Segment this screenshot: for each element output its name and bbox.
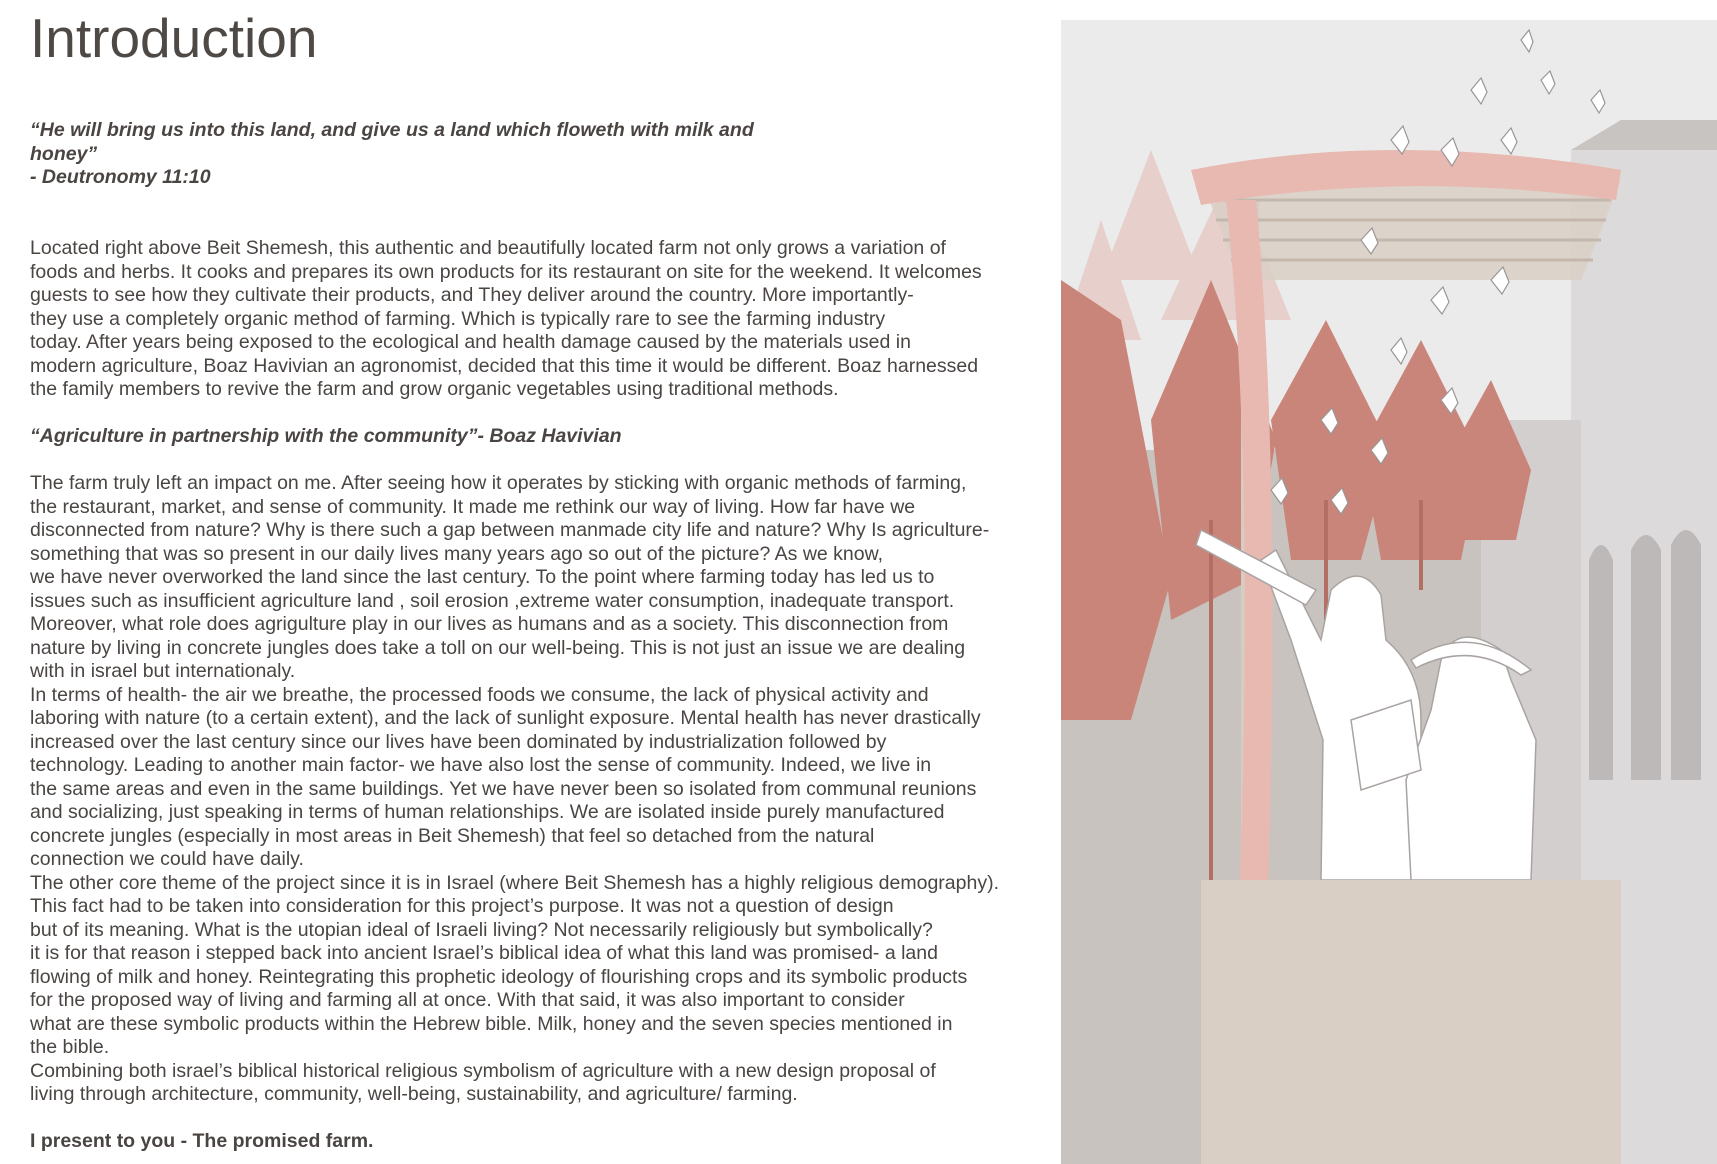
body-text — [30, 237, 1040, 1154]
text-line: Located right above Beit Shemesh, this authentic and beautifully located farm not only grows a variation of — [30, 237, 946, 259]
text-line: connection we could have daily. — [30, 848, 304, 870]
text-line: laboring with nature (to a certain extent), and the lack of sunlight exposure. Mental health has never drastically — [30, 707, 981, 729]
text-line: foods and herbs. It cooks and prepares its own products for its restaurant on site for the weekend. It welcomes — [30, 260, 982, 283]
text-line: This fact had to be taken into consideration for this project’s purpose. It was not a question of design — [30, 895, 894, 917]
text-line: modern agriculture, Boaz Havivian an agronomist, decided that this time it would be different. Boaz harnessed — [30, 354, 979, 377]
text-line: something that was so present in our daily lives many years ago so out of the picture? As we know, — [30, 542, 884, 565]
text-line: nature by living in concrete jungles does take a toll on our well-being. This is not just an issue we are dealing — [30, 636, 966, 659]
epigraph-line: honey” — [30, 142, 98, 165]
balcony — [1201, 880, 1621, 1164]
text-line: The farm truly left an impact on me. After seeing how it operates by sticking with organic methods of farming, — [30, 472, 967, 494]
text-line: technology. Leading to another main factor- we have also lost the sense of community. Indeed, we live in — [30, 754, 932, 776]
text-line: today. After years being exposed to the ecological and health damage caused by the materials used in — [30, 331, 911, 353]
text-line: with in israel but internationaly. — [30, 660, 296, 682]
text-line: it is for that reason i stepped back into ancient Israel’s biblical idea of what this land was promised- a land — [30, 942, 938, 964]
text-line: for the proposed way of living and farming all at once. With that said, it was also important to consider — [30, 989, 905, 1011]
text-line: In terms of health- the air we breathe, the processed foods we consume, the lack of physical activity and — [30, 683, 929, 706]
text-line: the restaurant, market, and sense of community. It made me rethink our way of living. How far have we — [30, 495, 916, 518]
text-line: Combining both israel’s biblical historical religious symbolism of agriculture with a new design proposal of — [30, 1059, 936, 1082]
closing-statement: I present to you - The promised farm. — [30, 1130, 374, 1152]
paragraph-2 — [30, 472, 1040, 1107]
text-line: what are these symbolic products within the Hebrew bible. Milk, honey and the seven species mentioned in — [30, 1012, 953, 1035]
text-line: Moreover, what role does agrigulture play in our lives as humans and as a society. This disconnection from — [30, 613, 949, 635]
text-line: The other core theme of the project since it is in Israel (where Beit Shemesh has a highly religious demography). — [30, 871, 999, 894]
page-title: Introduction — [30, 7, 318, 69]
text-line: issues such as insufficient agriculture land , soil erosion ,extreme water consumption, inadequate transport. — [30, 589, 955, 612]
epigraph-line: “He will bring us into this land, and give us a land which floweth with milk and — [30, 119, 754, 141]
arches — [1589, 530, 1701, 780]
spacer — [30, 1107, 1040, 1131]
text-line: disconnected from nature? Why is there such a gap between manmade city life and nature? Why Is agriculture- — [30, 519, 990, 541]
text-line: but of its meaning. What is the utopian ideal of Israeli living? Not necessarily religiously but symbolically? — [30, 918, 933, 941]
text-line: the same areas and even in the same buildings. Yet we have never been so isolated from communal reunions — [30, 777, 977, 800]
text-line: the family members to revive the farm and grow organic vegetables using traditional methods. — [30, 378, 839, 400]
spacer — [30, 449, 1040, 473]
text-line: they use a completely organic method of farming. Which is typically rare to see the farming industry — [30, 307, 886, 330]
text-line: the bible. — [30, 1036, 110, 1058]
epigraph — [30, 119, 770, 190]
text-line: we have never overworked the land since the last century. To the point where farming today has led us to — [30, 566, 935, 588]
farm-illustration — [1061, 20, 1717, 1164]
text-line: concrete jungles (especially in most areas in Beit Shemesh) that feel so detached from the natural — [30, 824, 875, 847]
text-line: guests to see how they cultivate their products, and They deliver around the country. More importantly- — [30, 284, 914, 306]
epigraph-citation: - Deutronomy 11:10 — [30, 166, 211, 188]
illustration-svg — [1061, 20, 1717, 1164]
paragraph-1 — [30, 237, 1040, 402]
text-line: increased over the last century since our lives have been dominated by industrialization followed by — [30, 730, 887, 753]
text-line: living through architecture, community, well-being, sustainability, and agriculture/ farming. — [30, 1083, 798, 1105]
spacer — [30, 402, 1040, 426]
text-line: flowing of milk and honey. Reintegrating this prophetic ideology of flourishing crops and its symbolic products — [30, 965, 968, 988]
text-line: and socializing, just speaking in terms of human relationships. We are isolated inside purely manufactured — [30, 801, 945, 823]
pull-quote: “Agriculture in partnership with the community”- Boaz Havivian — [30, 425, 622, 447]
